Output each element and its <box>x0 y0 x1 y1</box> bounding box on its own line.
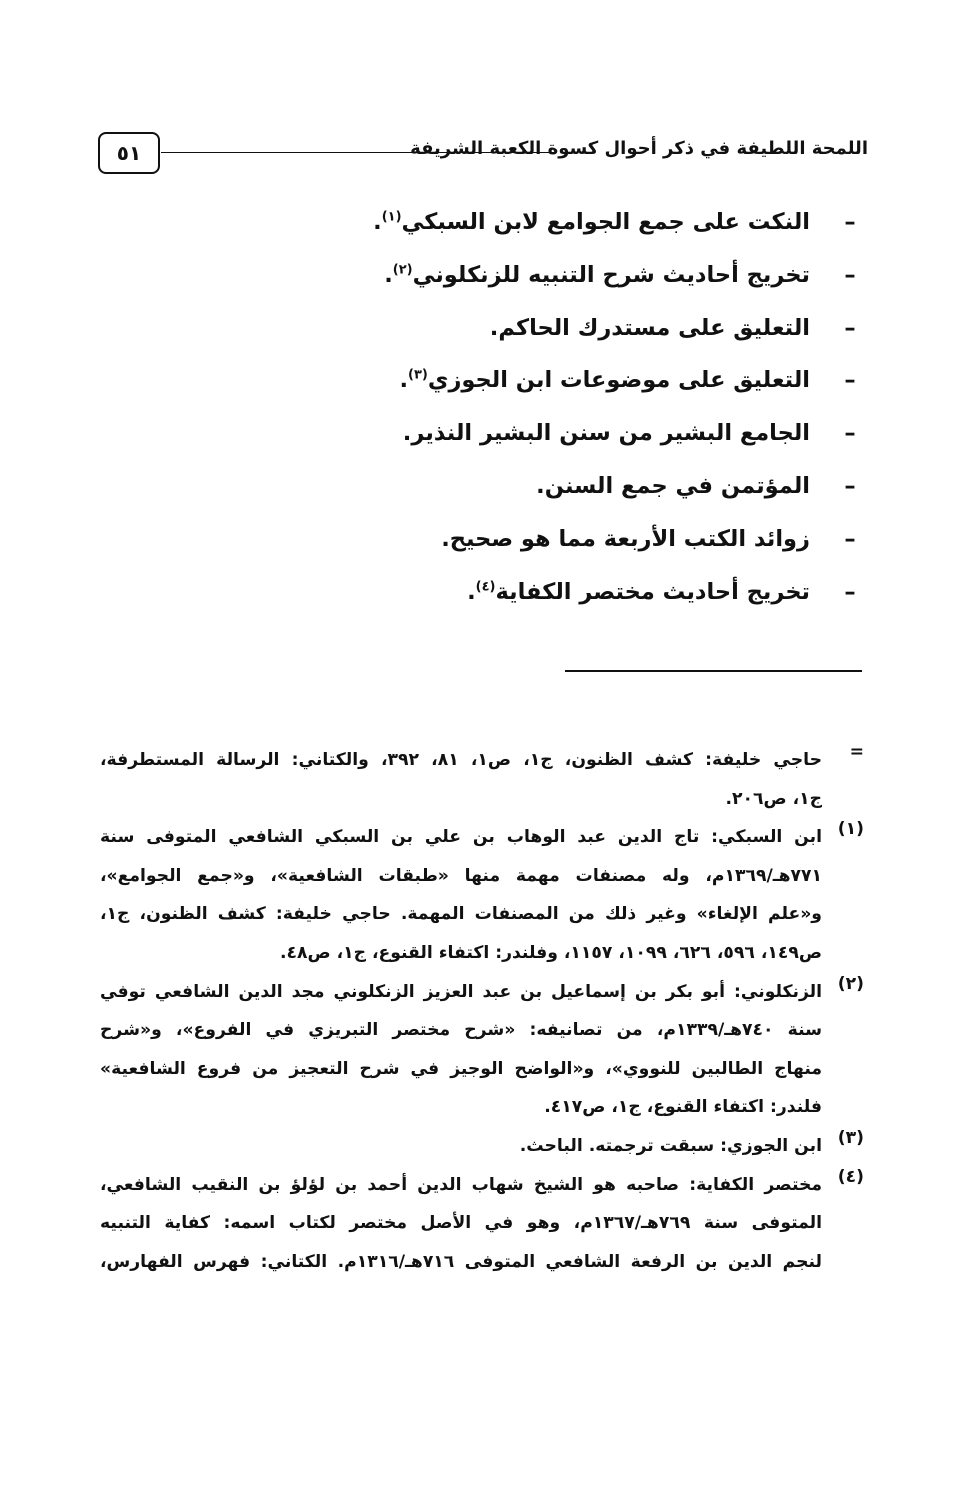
work-title: تخريج أحاديث مختصر الكفاية <box>495 578 810 605</box>
footnote-line: ابن السبكي: تاج الدين عبد الوهاب بن علي بن السبكي الشافعي المتوفى سنة <box>100 827 822 848</box>
work-item <box>240 515 862 568</box>
list-dash: – <box>844 525 856 552</box>
work-title: التعليق على مستدرك الحاكم. <box>489 314 810 341</box>
work-title: النكت على جمع الجوامع لابن السبكي <box>401 209 810 235</box>
footnote-marker: (٣) <box>837 1127 864 1148</box>
footnote-line: الزنكلوني: أبو بكر بن إسماعيل بن عبد العزيز الزنكلوني مجد الدين الشافعي توفي <box>100 981 822 1002</box>
work-item <box>240 356 862 409</box>
list-dash: – <box>844 261 856 288</box>
list-dash: – <box>844 472 856 499</box>
footnote-separator <box>565 670 862 672</box>
list-dash: – <box>844 209 856 235</box>
footnote <box>100 1128 864 1167</box>
work-item <box>240 304 862 357</box>
list-dash: – <box>844 578 856 605</box>
footnote-line: ص١٤٩، ٥٩٦، ٦٢٦، ١٠٩٩، ١١٥٧، وفلندر: اكتفاء القنوع، ج١، ص٤٨. <box>279 942 822 963</box>
footnote <box>100 742 864 819</box>
footnote-line: و«علم الإلغاء» وغير ذلك من المصنفات المهمة. حاجي خليفة: كشف الظنون، ج١، <box>100 904 822 925</box>
work-title: تخريج أحاديث شرح التنبيه للزنكلوني <box>412 261 810 288</box>
work-item <box>240 409 862 462</box>
work-item <box>240 462 862 515</box>
work-item <box>240 198 862 251</box>
footnote-line: حاجي خليفة: كشف الظنون، ج١، ص١، ٨١، ٣٩٢، والكتاني: الرسالة المستطرفة، <box>100 750 823 770</box>
footnote-ref: (٢) <box>392 262 413 278</box>
footnote-line: مختصر الكفاية: صاحبه هو الشيخ شهاب الدين أحمد بن لؤلؤ بن النقيب الشافعي، <box>100 1174 822 1195</box>
footnote-marker: = <box>849 742 864 762</box>
footnote-line: ج١، ص٢٠٦. <box>725 788 822 809</box>
work-title: التعليق على موضوعات ابن الجوزي <box>427 367 810 394</box>
footnote-line: ٧٧١هـ/١٣٦٩م، وله مصنفات مهمة منها «طبقات الشافعية»، و«جمع الجوامع»، <box>100 865 822 886</box>
footnote-ref: (١) <box>381 209 402 225</box>
footnotes <box>100 742 864 1282</box>
page-header <box>98 130 868 178</box>
work-item <box>240 251 862 304</box>
footnote-line: المتوفى سنة ٧٦٩هـ/١٣٦٧م، وهو في الأصل مختصر لكتاب اسمه: كفاية التنبيه <box>100 1213 822 1234</box>
list-dash: – <box>844 420 856 447</box>
work-end-punct: . <box>399 367 409 394</box>
footnote <box>100 1167 864 1283</box>
footnote-line: فلندر: اكتفاء القنوع، ج١، ص٤١٧. <box>544 1097 822 1118</box>
list-dash: – <box>844 314 856 341</box>
list-dash: – <box>844 367 856 394</box>
footnote-line: لنجم الدين بن الرفعة الشافعي المتوفى ٧١٦هـ/١٣١٦م. الكتاني: فهرس الفهارس، <box>100 1251 822 1272</box>
footnote-ref: (٣) <box>408 367 428 383</box>
footnote <box>100 819 864 973</box>
footnote-marker: (٤) <box>837 1166 864 1187</box>
footnote-ref: (٤) <box>475 579 496 595</box>
footnote <box>100 974 864 1128</box>
work-end-punct: . <box>373 209 382 235</box>
footnote-line: منهاج الطالبين للنووي»، و«الواضح الوجيز في شرح التعجيز من فروع الشافعية» <box>100 1058 822 1079</box>
works-list <box>240 198 862 620</box>
page-number: ٥١ <box>98 132 160 174</box>
footnote-line: سنة ٧٤٠هـ/١٣٣٩م، من تصانيفه: «شرح مختصر التبريزي في الفروع»، و«شرح <box>100 1020 823 1041</box>
work-title: المؤتمن في جمع السنن. <box>536 472 810 499</box>
footnote-marker: (١) <box>837 819 864 840</box>
work-title: زوائد الكتب الأربعة مما هو صحيح. <box>441 525 810 552</box>
work-item <box>240 568 862 621</box>
footnote-marker: (٢) <box>837 973 864 994</box>
work-title: الجامع البشير من سنن البشير النذير. <box>402 420 810 447</box>
running-title: اللمحة اللطيفة في ذكر أحوال كسوة الكعبة الشريفة <box>410 138 868 159</box>
work-end-punct: . <box>467 578 476 605</box>
work-end-punct: . <box>384 261 393 288</box>
footnote-line: ابن الجوزي: سبقت ترجمته. الباحث. <box>519 1135 822 1156</box>
